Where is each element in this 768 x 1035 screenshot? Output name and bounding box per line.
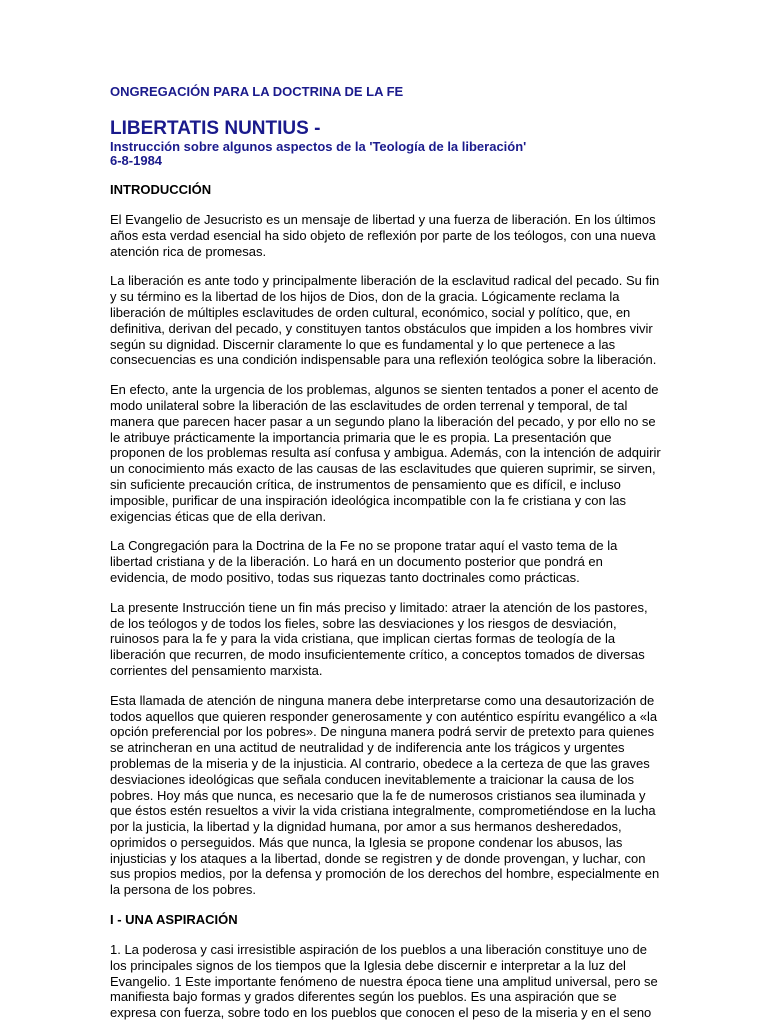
paragraph-line: opción preferencial por los pobres». De ninguna manera podrá servir de pretexto para quienes	[110, 724, 655, 740]
paragraph-line: injusticias y los ataques a la libertad, donde se registren y de donde provengan, y luchar, con	[110, 850, 646, 866]
paragraph-line: años esta verdad esencial ha sido objeto de reflexión por parte de los teólogos, con una nueva	[110, 227, 656, 243]
body-paragraph	[110, 538, 658, 585]
body-paragraph	[110, 693, 658, 898]
paragraph-line: En efecto, ante la urgencia de los problemas, algunos se sienten tentados a poner el acento de	[110, 382, 659, 398]
body-paragraph	[110, 382, 661, 524]
body-paragraph	[110, 273, 658, 368]
paragraph-line: liberación de múltiples esclavitudes de orden cultural, económico, social y político, que, en	[110, 304, 631, 320]
body-paragraph	[110, 942, 658, 1021]
paragraph-line: Esta llamada de atención de ninguna manera debe interpretarse como una desautorización de	[110, 692, 655, 708]
paragraph-line: consecuencias es una condición indispensable para una reflexión teológica sobre la liberación.	[110, 352, 657, 368]
paragraph-line: atención rica de promesas.	[110, 243, 267, 259]
section-heading: INTRODUCCIÓN	[110, 182, 212, 197]
document-page	[110, 84, 661, 1035]
paragraph-line: definitiva, derivan del pecado, y constituyen tantos obstáculos que impiden a los hombres vivir	[110, 320, 653, 336]
document-date: 6-8-1984	[110, 153, 163, 168]
paragraph-line: problemas de la miseria y de la injusticia. Al contrario, obedece a la certeza de que las graves	[110, 755, 650, 771]
paragraph-line: 1. La poderosa y casi irresistible aspiración de los pueblos a una liberación constituye uno de	[110, 942, 647, 958]
document-title: LIBERTATIS NUNTIUS -	[110, 118, 321, 139]
paragraph-line: modo unilateral sobre la liberación de las esclavitudes de orden terrenal y temporal, de tal	[110, 397, 628, 413]
paragraph-line: se atrincheran en una actitud de neutralidad y de indiferencia ante los trágicos y urgentes	[110, 740, 625, 756]
paragraph-line: le atribuye prácticamente la importancia primaria que le es propia. La presentación que	[110, 429, 612, 445]
paragraph-line: exigencias éticas que de ella derivan.	[110, 508, 327, 524]
paragraph-line: La liberación es ante todo y principalmente liberación de la esclavitud radical del pecado. Su fin	[110, 273, 660, 289]
paragraph-line: desviaciones ideológicas que señala conducen inevitablemente a traicionar la causa de los	[110, 771, 634, 787]
paragraph-line: manifiesta bajo formas y grados diferentes según los pueblos. Es una aspiración que se	[110, 989, 617, 1005]
paragraph-line: de los teólogos y de todos los fieles, sobre las desviaciones y los riesgos de desviación,	[110, 615, 617, 631]
paragraph-line: expresa con fuerza, sobre todo en los pueblos que conocen el peso de la miseria y en el seno	[110, 1005, 652, 1021]
paragraph-line: evidencia, de modo positivo, todas sus riquezas tanto doctrinales como prácticas.	[110, 569, 580, 585]
paragraph-line: la persona de los pobres.	[110, 882, 256, 898]
paragraph-line: que éstos estén resueltos a vivir la vida cristiana integralmente, comprometiéndose en la lucha	[110, 803, 656, 819]
paragraph-line: todos aquellos que quieren responder generosamente y con auténtico espíritu evangélico a «la	[110, 708, 658, 724]
paragraph-line: corrientes del pensamiento marxista.	[110, 662, 323, 678]
paragraph-line: libertad cristiana y de la liberación. Lo hará en un documento posterior que pondrá en	[110, 554, 603, 570]
paragraph-line: La Congregación para la Doctrina de la Fe no se propone tratar aquí el vasto tema de la	[110, 538, 618, 554]
paragraph-line: ruinosos para la fe y para la vida cristiana, que implican ciertas formas de teología de la	[110, 631, 616, 647]
paragraph-line: proponen de los problemas resulta así confusa y ambigua. Además, con la intención de adquirir	[110, 445, 661, 461]
paragraph-line: El Evangelio de Jesucristo es un mensaje de libertad y una fuerza de liberación. En los últimos	[110, 212, 656, 227]
paragraph-line: oprimidos o perseguidos. Más que nunca, la Iglesia se propone condenar los abusos, las	[110, 834, 623, 850]
congregation-header: ONGREGACIÓN PARA LA DOCTRINA DE LA FE	[110, 84, 404, 99]
paragraph-line: sin suficiente precaución crítica, de instrumentos de pensamiento que es difícil, e incluso	[110, 476, 621, 492]
paragraph-line: y su término es la libertad de los hijos de Dios, don de la gracia. Lógicamente reclama la	[110, 289, 620, 305]
paragraph-line: sus propios medios, por la defensa y promoción de los derechos del hombre, especialmente en	[110, 866, 660, 882]
paragraph-line: La presente Instrucción tiene un fin más preciso y limitado: atraer la atención de los pastores,	[110, 599, 648, 615]
document-subtitle: Instrucción sobre algunos aspectos de la 'Teología de la liberación'	[110, 139, 527, 154]
document-body	[110, 182, 661, 1021]
paragraph-line: por la justicia, la libertad y la dignidad humana, por amor a sus hermanos desheredados,	[110, 819, 622, 835]
section-heading: I - UNA ASPIRACIÓN	[110, 912, 238, 928]
body-paragraph	[110, 600, 658, 679]
paragraph-line: liberación que recurren, de modo insuficientemente crítico, a conceptos tomados de diversas	[110, 647, 645, 663]
paragraph-line: pobres. Hoy más que nunca, es necesario que la fe de numerosos cristianos sea iluminada y	[110, 787, 646, 803]
paragraph-line: según su dignidad. Discernir claramente lo que es fundamental y lo que pertenece a las	[110, 336, 616, 352]
paragraph-line: los principales signos de los tiempos que la Iglesia debe discernir e interpretar a la luz del	[110, 957, 626, 973]
paragraph-line: un conocimiento más exacto de las causas de las esclavitudes que quieren suprimir, se sirven,	[110, 461, 656, 477]
paragraph-line: Evangelio. 1 Este importante fenómeno de nuestra época tiene una amplitud universal, pero se	[110, 973, 658, 989]
paragraph-line: manera que parecen hacer pasar a un segundo plano la liberación del pecado, y por ello no se	[110, 413, 656, 429]
body-paragraph	[110, 212, 658, 259]
paragraph-line: imposible, purificar de una inspiración ideológica incompatible con la fe cristiana y con las	[110, 492, 626, 508]
